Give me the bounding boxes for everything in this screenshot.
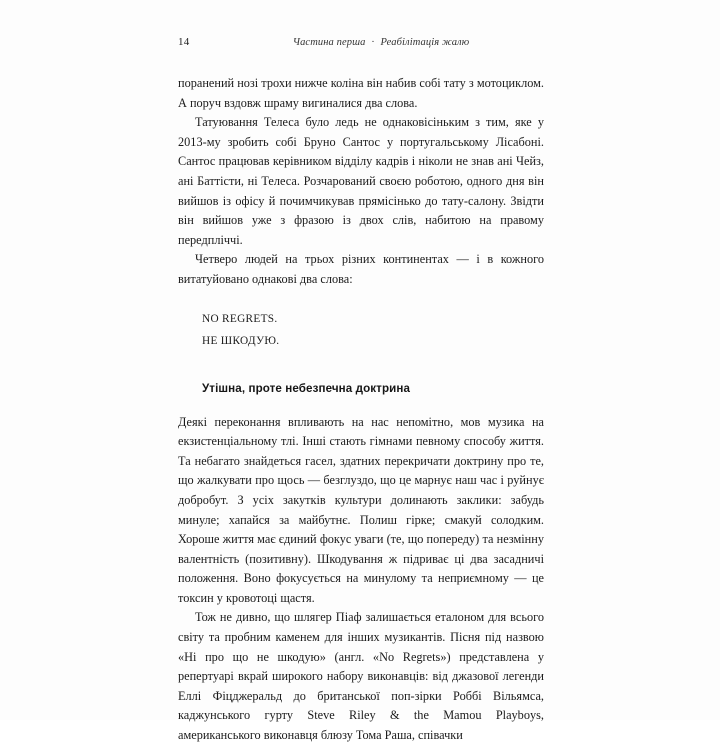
- paragraph: Четверо людей на трьох різних континентах — і в кожного витатуйовано однакові два слова:: [178, 252, 544, 286]
- page-number: 14: [178, 36, 190, 48]
- running-head-title: [200, 37, 544, 48]
- section-subheading: Утішна, проте небезпечна доктрина: [202, 381, 411, 395]
- paragraph: Татуювання Телеса було ледь не однаковісіньким з тим, яке у 2013-му зробить собі Бруно Сантос у португальському Лісабоні. Сантос працював керівником відділу кадрів і ніколи не знав ані Чейз, ані Баттісти, ні Телеса. Розчарований своєю роботою, одного дня він вийшов із офісу й почимчикував прямісінько до тату-салону. Звідти він вийшов уже з фразою із двох слів, набитою на правому передпліччі.: [178, 115, 544, 247]
- running-head-part: Частина перша: [292, 37, 366, 48]
- running-head-separator: ·: [371, 37, 375, 48]
- block-quote: [178, 308, 544, 352]
- block-quote-line: НЕ ШКОДУЮ.: [202, 334, 280, 347]
- running-head: [178, 36, 544, 52]
- paragraph: Тож не дивно, що шлягер Піаф залишається еталоном для всього світу та пробним каменем для інших музикантів. Пісня під назвою «Ні про що не шкодую» (англ. «No Regrets») представлена у репертуарі вкрай широкого набору виконавців: від джазової легенди Еллі Фіцджеральд до британської поп-зірки Роббі Вільямса, каджунського гурту Steve Riley & the Mamou Playboys, американського виконавця блюзу Тома Раша, співачки: [178, 610, 544, 743]
- page-text-block: [178, 36, 544, 746]
- block-quote-line: NO REGRETS.: [202, 312, 278, 325]
- running-head-chapter: Реабілітація жалю: [380, 37, 470, 48]
- paragraph: поранений нозі трохи нижче коліна він набив собі тату з мотоциклом. А поруч вздовж шраму вигиналися два слова.: [178, 76, 544, 110]
- paragraph: Деякі переконання впливають на нас непомітно, мов музика на екзистенціальному тлі. Інші стають гімнами певному способу життя. Та небагато знайдеться гасел, здатних перекричати доктрину про те, що жалкувати про щось — безглуздо, що це марнує наш час і руйнує добробут. З усіх закутків культури долинають заклики: забудь минуле; хапайся за майбутнє. Полиш гірке; смакуй солодким. Хороше життя має єдиний фокус уваги (те, що попереду) та незмінну валентність (позитивну). Шкодування ж підриває ці два засадничі положення. Воно фокусується на минулому та неприємному — це токсин у кровотоці щастя.: [178, 414, 544, 605]
